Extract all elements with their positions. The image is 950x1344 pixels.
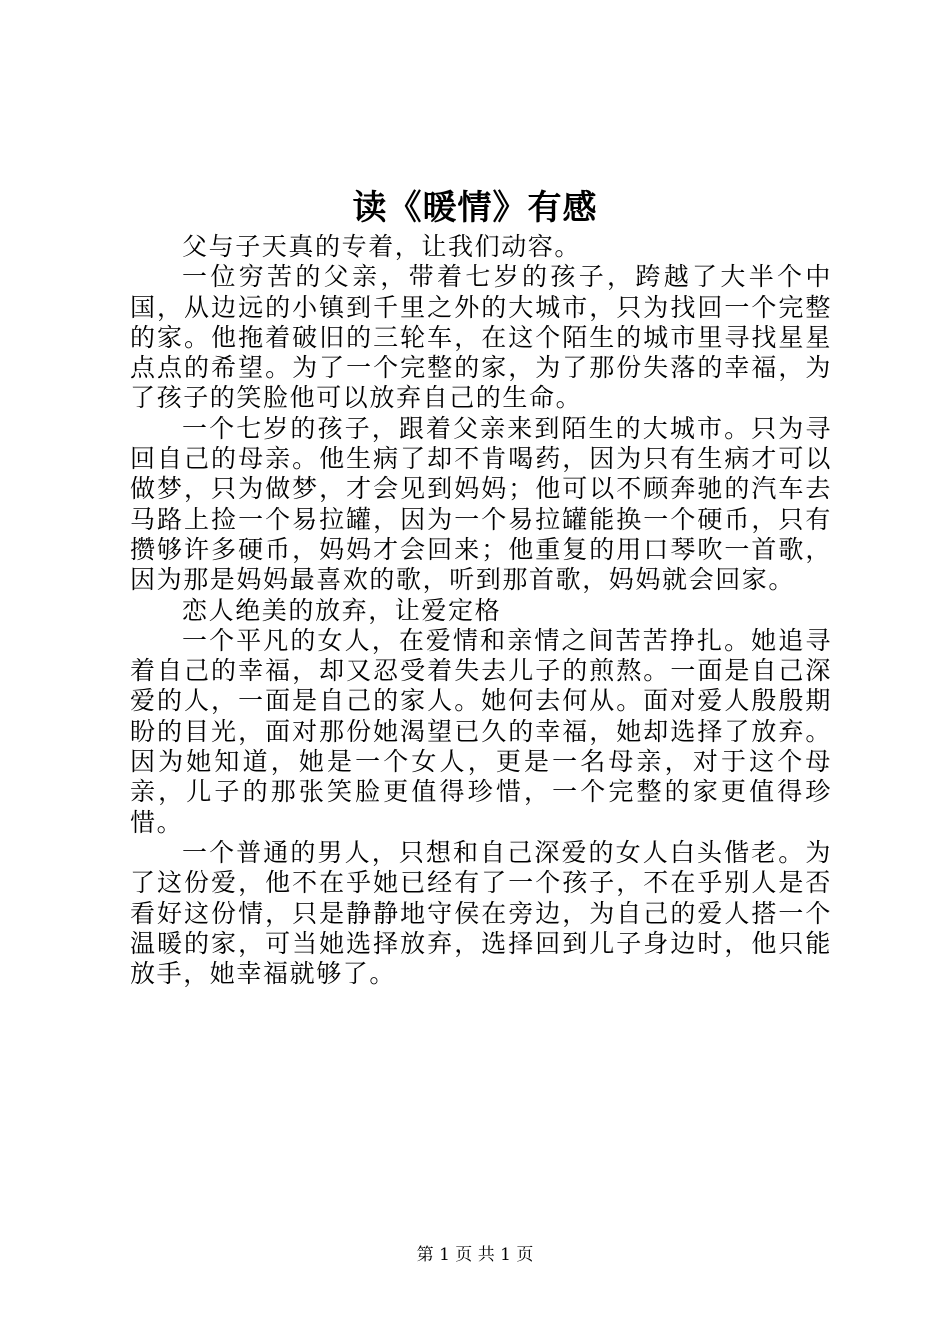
page-title: 读《暖情》有感 — [352, 188, 598, 228]
paragraph: 父与子天真的专着，让我们动容。 — [182, 232, 582, 261]
paragraph: 一个七岁的孩子，跟着父亲来到陌生的大城市。只为寻回自己的母亲。他生病了却不肯喝药，因为只有生病才可以做梦，只为做梦，才会见到妈妈；他可以不顾奔驰的汽车去马路上捡一个易拉罐，因为一个易拉罐能换一个硬币，只有攒够许多硬币，妈妈才会回来；他重复的用口琴吹一首歌，因为那是妈妈最喜欢的歌，听到那首歌，妈妈就会回家。 — [130, 413, 832, 595]
paragraph: 恋人绝美的放弃，让爱定格 — [182, 595, 502, 625]
page-number-footer: 第 1 页 共 1 页 — [416, 1245, 534, 1265]
paragraph: 一个平凡的女人，在爱情和亲情之间苦苦挣扎。她追寻着自己的幸福，却又忍受着失去儿子的煎熬。一面是自己深爱的人，一面是自己的家人。她何去何从。面对爱人殷殷期盼的目光，面对那份她渴望已久的幸福，她却选择了放弃。因为她知道，她是一个女人，更是一名母亲，对于这个母亲，儿子的那张笑脸更值得珍惜，一个完整的家更值得珍惜。 — [130, 625, 832, 837]
paragraph: 一位穷苦的父亲，带着七岁的孩子，跨越了大半个中国，从边远的小镇到千里之外的大城市，只为找回一个完整的家。他拖着破旧的三轮车，在这个陌生的城市里寻找星星点点的希望。为了一个完整的家，为了那份失落的幸福，为了孩子的笑脸他可以放弃自己的生命。 — [130, 262, 832, 413]
document-body — [130, 232, 832, 989]
paragraph: 一个普通的男人，只想和自己深爱的女人白头偕老。为了这份爱，他不在乎她已经有了一个孩子，不在乎别人是否看好这份情，只是静静地守侯在旁边，为自己的爱人搭一个温暖的家，可当她选择放弃，选择回到儿子身边时，他只能放手，她幸福就够了。 — [130, 837, 832, 989]
